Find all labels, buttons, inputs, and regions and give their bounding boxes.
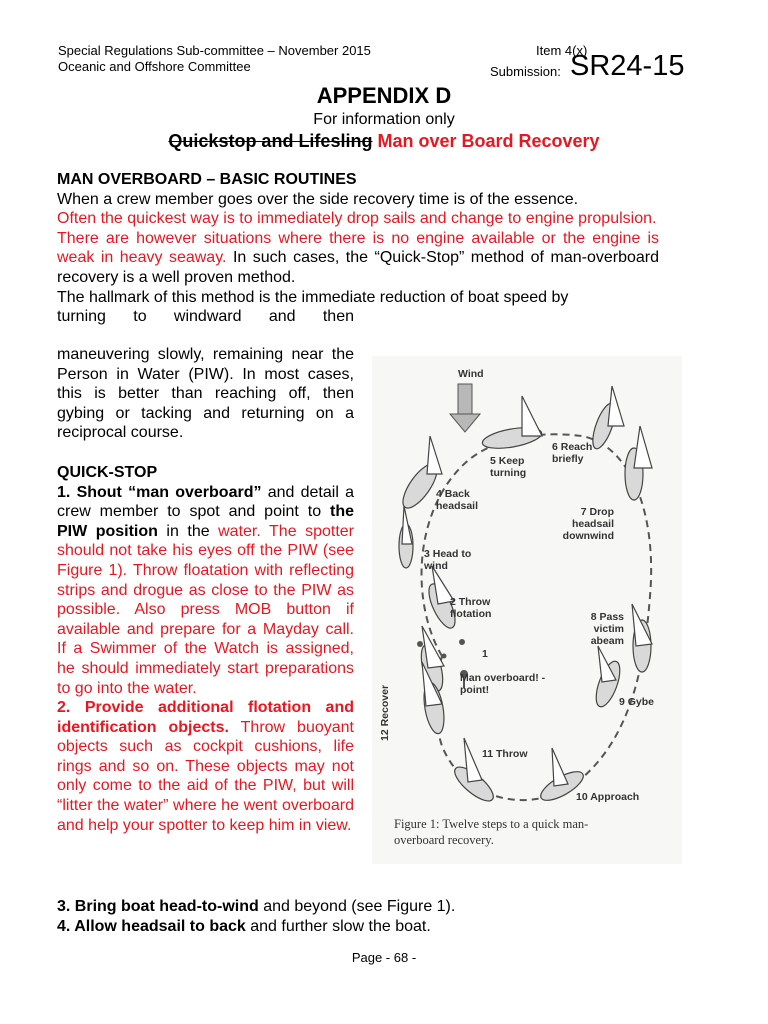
step-4-text: and further slow the boat. bbox=[245, 917, 431, 935]
quickstop-heading: QUICK-STOP bbox=[57, 463, 158, 481]
step-4-title: 4. Allow headsail to back bbox=[57, 917, 246, 935]
step-label-8: 8 Pass victim abeam bbox=[590, 611, 624, 647]
step-label-6: 6 Reach briefly bbox=[552, 441, 593, 465]
sail-5 bbox=[522, 396, 542, 436]
info-subtitle: For information only bbox=[313, 111, 455, 128]
intro-paragraph-2: Often the quickest way is to immediately drop sails and change to engine propulsion. bbox=[57, 210, 657, 228]
wind-arrow bbox=[450, 384, 480, 432]
step-4 bbox=[57, 917, 659, 937]
document-subtitle bbox=[0, 130, 768, 152]
sail-4 bbox=[427, 436, 442, 474]
step-1-text-2: in the bbox=[157, 522, 219, 540]
intro-section bbox=[57, 170, 659, 327]
page-number: Page - 68 - bbox=[351, 950, 417, 965]
step-2-text: Throw buoyant objects such as cockpit cushions, life rings and so on. These objects may not only come to the aid of the PIW, but will “litter the water” where he went overboard and help your spotter to keep him in view. bbox=[57, 718, 354, 834]
step-3 bbox=[57, 897, 659, 917]
figure-caption: Figure 1: Twelve steps to a quick man-overboard recovery. bbox=[394, 817, 589, 847]
step-label-5: 5 Keep turning bbox=[490, 455, 527, 479]
intro-paragraph-1: When a crew member goes over the side recovery time is of the essence. bbox=[57, 190, 579, 208]
appendix-title: APPENDIX D bbox=[316, 83, 452, 108]
step-1-red: water. The spotter should not take his eyes off the PIW (see Figure 1). Throw floatation with reflecting strips and drogue as close to the PIW as possible. Also press MOB button if available and prepare for a Mayday call. If a Swimmer of the Watch is assigned, he should immediately start preparations to go into the water. bbox=[57, 522, 355, 697]
submission-code: SR24-15 bbox=[570, 50, 685, 82]
step-3-text: and beyond (see Figure 1). bbox=[258, 898, 456, 915]
intro-paragraph-3-black: In such cases, the “Quick-Stop” method of man-overboard recovery is a well proven method. bbox=[57, 249, 659, 286]
quickstop-figure bbox=[372, 356, 682, 864]
quickstop-diagram bbox=[372, 356, 682, 864]
intro-paragraph-4b: turning to windward and then bbox=[57, 308, 354, 326]
struck-title: Quickstop and Lifesling bbox=[168, 131, 373, 151]
step-2-title: 2. Provide additional flotation and identification objects. bbox=[57, 699, 354, 736]
new-title: Man over Board Recovery bbox=[377, 131, 600, 151]
header-committee bbox=[58, 43, 371, 75]
step-label-12: 12 Recover bbox=[379, 684, 391, 741]
left-column bbox=[57, 345, 354, 835]
step-label-1: 1 bbox=[482, 648, 488, 660]
step-1 bbox=[57, 483, 354, 699]
step-1-title: 1. Shout “man overboard” bbox=[57, 483, 262, 501]
step-label-3: 3 Head to wind bbox=[424, 548, 472, 572]
sail-6 bbox=[608, 386, 624, 426]
intro-paragraph-3-red: There are however situations where there is no engine available or the engine is weak in heavy seaway. bbox=[57, 229, 659, 267]
header-line-2: Oceanic and Offshore Committee bbox=[58, 59, 251, 74]
sail-3 bbox=[402, 506, 412, 544]
header-item: Item 4(x) bbox=[536, 43, 588, 58]
step-1-text: and detail a crew member to spot and point to bbox=[57, 483, 355, 521]
step-label-2: 2 Throw flotation bbox=[450, 596, 492, 620]
step-label-10: 10 Approach bbox=[576, 791, 640, 803]
step-label-4: 4 Back headsail bbox=[436, 488, 479, 512]
wind-label: Wind bbox=[458, 368, 484, 380]
header-line-1: Special Regulations Sub-committee – November 2015 bbox=[58, 43, 371, 58]
bottom-steps bbox=[57, 897, 659, 936]
sail-10 bbox=[552, 748, 568, 786]
submission-label: Submission: bbox=[490, 64, 561, 79]
intro-paragraph-4c: maneuvering slowly, remaining near the Person in Water (PIW). In most cases, this is better than reaching off, then gybing or tacking and returning on a reciprocal course. bbox=[57, 346, 354, 442]
section-heading: MAN OVERBOARD – BASIC ROUTINES bbox=[57, 171, 357, 188]
step-label-7: 7 Drop headsail downwind bbox=[562, 506, 614, 542]
sail-7 bbox=[634, 426, 652, 468]
step-label-9: 9 Gybe bbox=[618, 696, 654, 708]
step-1-emphasis: the PIW position bbox=[57, 503, 354, 540]
intro-paragraph-3 bbox=[57, 229, 659, 288]
step-3-title: 3. Bring boat head-to-wind bbox=[57, 898, 259, 915]
step-2 bbox=[57, 698, 354, 835]
intro-paragraph-4a: The hallmark of this method is the immediate reduction of boat speed by bbox=[57, 288, 569, 306]
step-label-11: 11 Throw bbox=[482, 748, 528, 760]
mob-label: Man overboard! - point! bbox=[460, 672, 546, 696]
